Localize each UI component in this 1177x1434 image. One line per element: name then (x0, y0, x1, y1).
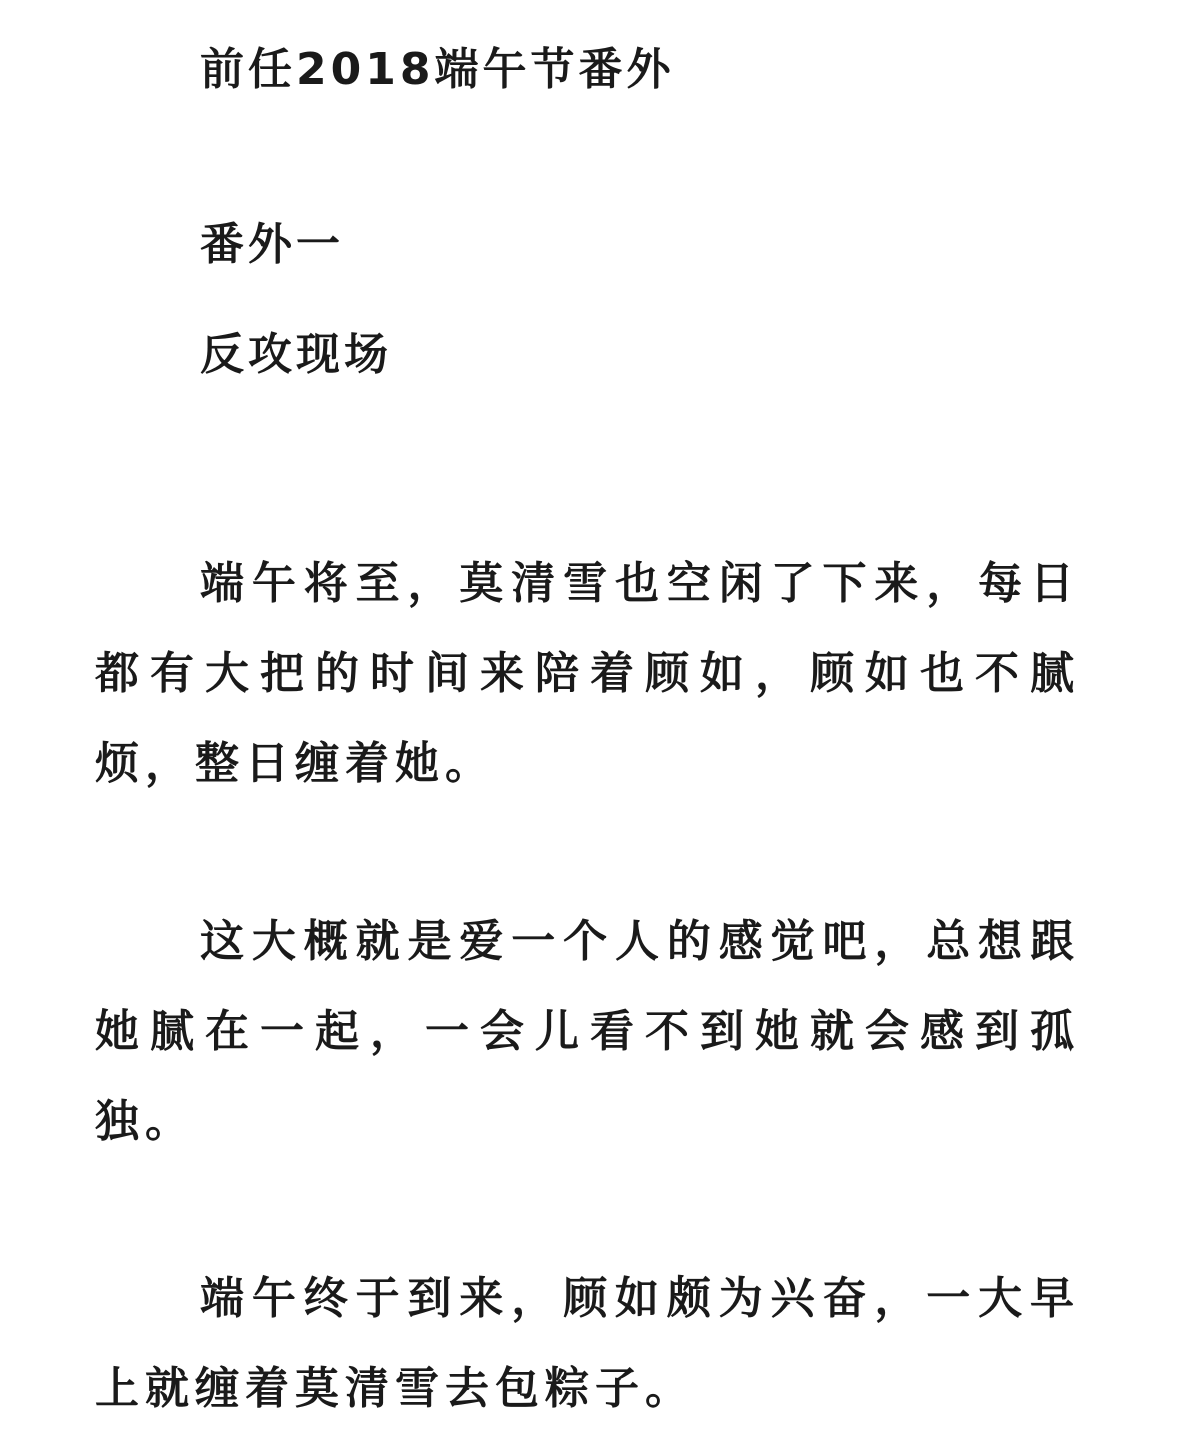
paragraph: 端午终于到来，顾如颇为兴奋，一大早上就缠着莫清雪去包粽子。 (95, 1273, 1080, 1414)
document-title: 前任2018端午节番外 (200, 44, 675, 95)
section-heading: 番外一 (200, 219, 344, 270)
paragraph: 这大概就是爱一个人的感觉吧，总想跟她腻在一起，一会儿看不到她就会感到孤独。 (95, 916, 1080, 1147)
section-title: 反攻现场 (200, 329, 392, 380)
paragraph: 端午将至，莫清雪也空闲了下来，每日都有大把的时间来陪着顾如，顾如也不腻烦，整日缠着她。 (95, 558, 1080, 789)
